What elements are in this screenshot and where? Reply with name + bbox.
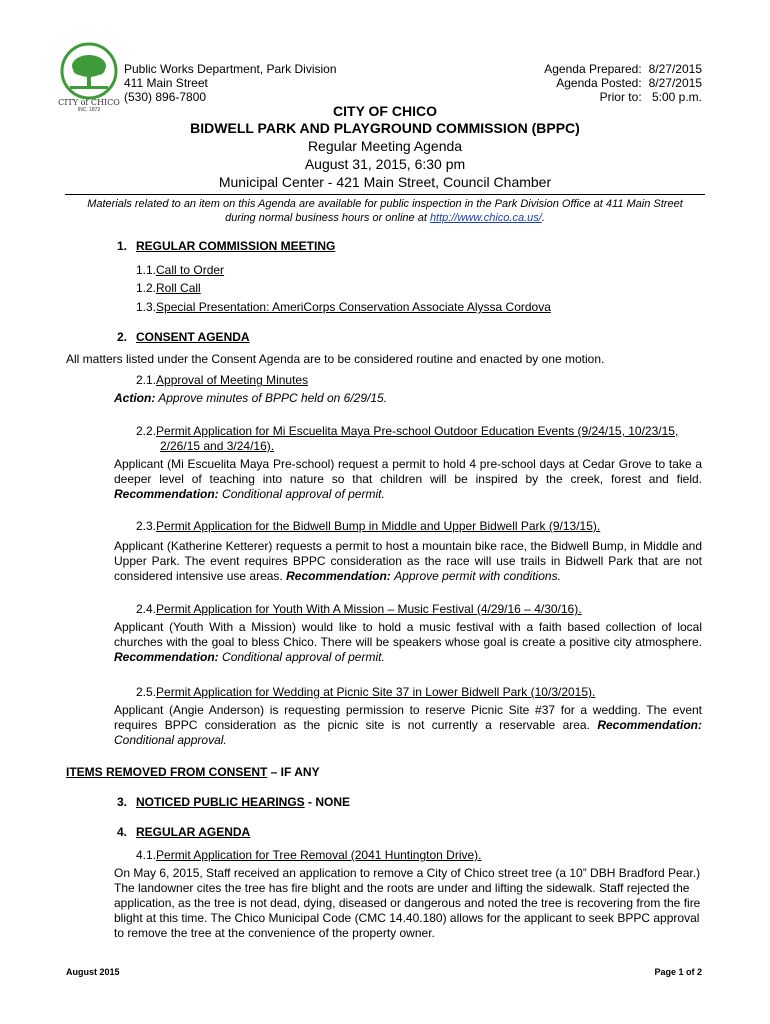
tree-seal-icon: [58, 42, 120, 100]
item-2-4-body: Applicant (Youth With a Mission) would like to hold a music festival with a faith based collection of local churches with the goal to bless Chico. There will be speakers whose goal is create a positive city atmosphere. Recommendation: Conditional approval of permit.: [114, 620, 702, 664]
section-2-heading: CONSENT AGENDA: [136, 330, 250, 344]
item-2-2-body: Applicant (Mi Escuelita Maya Pre-school) request a permit to hold 4 pre-school days at Cedar Grove to take a deeper level of teaching into nature so that children will be inspired by the creek, forest and field. Recommendation: Conditional approval of permit.: [114, 457, 702, 501]
rec-text: Approve permit with conditions.: [394, 569, 561, 583]
agenda-item-2-4[interactable]: 2.4.Permit Application for Youth With A Mission – Music Festival (4/29/16 – 4/30/16).: [136, 602, 582, 616]
header-divider: [65, 194, 705, 195]
rec-label: Recommendation:: [114, 487, 219, 501]
agenda-item-4-1[interactable]: 4.1.Permit Application for Tree Removal (2041 Huntington Drive).: [136, 848, 482, 862]
action-text: Approve minutes of BPPC held on 6/29/15.: [158, 391, 388, 405]
consent-intro: All matters listed under the Consent Agenda are to be considered routine and enacted by one motion.: [66, 352, 605, 366]
title-commission: BIDWELL PARK AND PLAYGROUND COMMISSION (BPPC): [190, 120, 580, 136]
prior-label: Prior to:: [599, 90, 642, 104]
rec-label: Recommendation:: [286, 569, 391, 583]
posted-label: Agenda Posted:: [556, 76, 642, 90]
rec-text: Conditional approval.: [114, 733, 227, 747]
title-location: Municipal Center - 421 Main Street, Council Chamber: [218, 174, 552, 190]
public-notice: [65, 197, 705, 225]
agenda-item-2-2[interactable]: 2.2.Permit Application for Mi Escuelita Maya Pre-school Outdoor Education Events (9/24/15, 10/23/15,: [136, 424, 679, 438]
item-2-5-body: Applicant (Angie Anderson) is requesting permission to reserve Picnic Site #37 for a wedding. The event requires BPPC consideration as the picnic site is not currently a reservable area. Recommendation: Conditional approval.: [114, 703, 702, 747]
agenda-item-2-5[interactable]: 2.5.Permit Application for Wedding at Picnic Site 37 in Lower Bidwell Park (10/3/2015).: [136, 685, 596, 699]
prior-time: 5:00 p.m.: [651, 90, 702, 104]
rec-text: Conditional approval of permit.: [222, 650, 385, 664]
agenda-prepared: [544, 62, 702, 77]
footer-date: August 2015: [66, 967, 120, 977]
posted-date: 8/27/2015: [648, 76, 702, 90]
notice-line2: during normal business hours or online at http://www.chico.ca.us/.: [225, 212, 545, 224]
title-city: CITY OF CHICO: [333, 103, 437, 119]
logo-text: CITY of CHICO: [58, 98, 120, 107]
logo-subtext: INC. 1872: [77, 107, 101, 113]
section-1-heading: REGULAR COMMISSION MEETING: [136, 239, 336, 253]
rec-label: Recommendation:: [114, 650, 219, 664]
rec-label: Recommendation:: [597, 718, 702, 732]
item-4-1-body: On May 6, 2015, Staff received an application to remove a City of Chico street tree (a 10” DBH Bradford Pear.) The landowner cites the tree has fire blight and the roots are under and lifting the sidewalk. Staff rejected the application, as the tree is not dead, dying, diseased or dangerous and noted the tree is recovering from the fire blight at this time. The Chico Municipal Code (CMC 14.40.180) allows for the applicant to seek BPPC approval to remove the tree at the convenience of the property owner.: [114, 866, 701, 940]
agenda-item-1-2[interactable]: 1.2.Roll Call: [136, 281, 201, 295]
agenda-item-1-1[interactable]: 1.1.Call to Order: [136, 263, 225, 277]
action-2-1: [114, 391, 387, 406]
agenda-posted: [556, 76, 702, 91]
section-4-heading: REGULAR AGENDA: [136, 825, 251, 839]
chico-website-link[interactable]: http://www.chico.ca.us/: [429, 212, 542, 224]
notice-line1: Materials related to an item on this Agenda are available for public inspection in the Park Division Office at 411 Main Street: [87, 198, 683, 210]
section-4-number: 4.: [117, 825, 128, 839]
dept-name: Public Works Department, Park Division: [124, 62, 337, 76]
agenda-item-2-3[interactable]: 2.3.Permit Application for the Bidwell Bump in Middle and Upper Bidwell Park (9/13/15).: [136, 519, 601, 533]
footer-page-number: Page 1 of 2: [654, 967, 702, 977]
title-meeting-type: Regular Meeting Agenda: [307, 138, 463, 154]
action-label: Action:: [114, 391, 156, 405]
prepared-label: Agenda Prepared:: [544, 62, 642, 76]
agenda-item-2-2-cont: 2/26/15 and 3/24/16).: [160, 439, 275, 453]
section-3-heading: NOTICED PUBLIC HEARINGS - NONE: [136, 795, 351, 809]
section-2-number: 2.: [117, 330, 128, 344]
section-1-number: 1.: [117, 239, 128, 253]
prepared-date: 8/27/2015: [648, 62, 702, 76]
agenda-item-1-3[interactable]: 1.3.Special Presentation: AmeriCorps Conservation Associate Alyssa Cordova: [136, 300, 551, 314]
dept-address: 411 Main Street: [124, 76, 208, 90]
dept-phone: (530) 896-7800: [124, 90, 207, 104]
rec-text: Conditional approval of permit.: [222, 487, 385, 501]
items-removed-heading: ITEMS REMOVED FROM CONSENT – IF ANY: [66, 765, 320, 779]
agenda-item-2-1[interactable]: 2.1.Approval of Meeting Minutes: [136, 373, 309, 387]
item-2-3-body: Applicant (Katherine Ketterer) requests a permit to host a mountain bike race, the Bidwell Bump, in Middle and Upper Park. The event requires BPPC consideration as the race will use trails in Bidwell Park that are not considered intensive use areas. Recommendation: Approve permit with conditions.: [114, 539, 702, 583]
section-3-number: 3.: [117, 795, 128, 809]
title-date: August 31, 2015, 6:30 pm: [304, 156, 466, 172]
